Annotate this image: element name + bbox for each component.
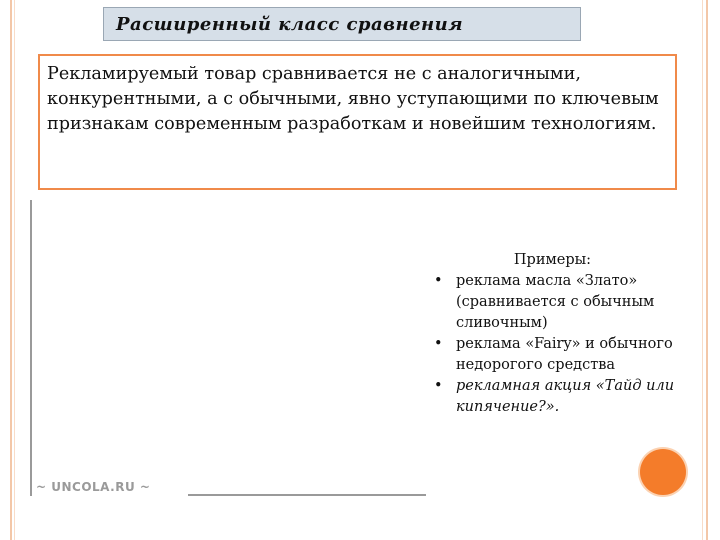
example-item-text: реклама «Fairy» и обычного недорогого средства [456, 336, 673, 373]
examples-block [430, 250, 675, 418]
image-border-bottom [188, 494, 426, 496]
slide-title-box [103, 7, 581, 41]
examples-list [430, 271, 675, 418]
slide-frame-right-inner [702, 0, 703, 540]
decorative-circle-icon [640, 449, 686, 495]
bullet-icon: • [434, 273, 443, 289]
list-item [430, 376, 675, 418]
slide-frame-left [10, 0, 12, 540]
bullet-icon: • [434, 336, 443, 352]
slide-frame-left-inner [14, 0, 15, 540]
example-item-text: рекламная акция «Тайд или кипячение?». [456, 378, 675, 415]
definition-text: Рекламируемый товар сравнивается не с аналогичными, конкурентными, а с обычными, явно уступающими по ключевым признакам современным разработкам и новейшим технологиям. [47, 64, 659, 134]
slide-frame-right [706, 0, 708, 540]
definition-box [38, 54, 677, 190]
slide-title: Расширенный класс сравнения [116, 13, 464, 35]
image-border-left [30, 200, 32, 496]
list-item [430, 334, 675, 376]
watermark-text: ~ UNCOLA.RU ~ [36, 480, 151, 494]
example-image [30, 200, 426, 496]
example-item-text: реклама масла «Злато» (сравнивается с обычным сливочным) [456, 273, 655, 331]
examples-header: Примеры: [513, 252, 592, 268]
list-item [430, 271, 675, 334]
bullet-icon: • [434, 378, 443, 394]
